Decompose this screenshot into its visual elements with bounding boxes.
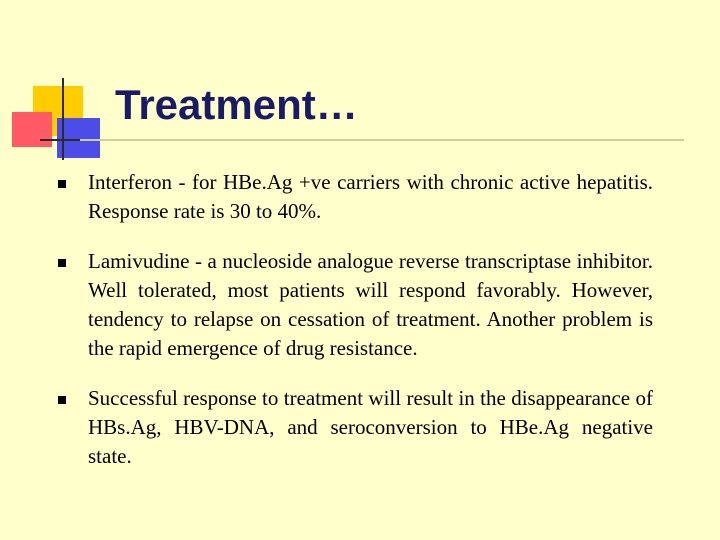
bullet-item: [56, 247, 653, 363]
bullet-list: [56, 168, 653, 492]
decor-red-square: [12, 112, 52, 147]
bullet-text-interferon: Interferon - for HBe.Ag +ve carriers with chronic active hepatitis. Response rate is 30 to 40%.: [88, 170, 653, 223]
decor-horizontal-line-dark: [40, 139, 80, 141]
bullet-text-lamivudine: Lamivudine - a nucleoside analogue reverse transcriptase inhibitor. Well tolerated, most patients will respond favorably. However, tendency to relapse on cessation of treatment. Another problem is the rapid emergence of drug resistance.: [88, 249, 653, 360]
square-bullet-icon: [58, 180, 66, 188]
bullet-item: [56, 384, 653, 471]
slide-title: Treatment…: [115, 81, 358, 128]
title-underline: [80, 139, 684, 141]
square-bullet-icon: [58, 396, 66, 404]
bullet-text-response: Successful response to treatment will result in the disappearance of HBs.Ag, HBV-DNA, and seroconversion to HBe.Ag negative state.: [88, 386, 653, 468]
square-bullet-icon: [58, 259, 66, 267]
decor-vertical-line: [62, 78, 64, 160]
bullet-item: [56, 168, 653, 226]
